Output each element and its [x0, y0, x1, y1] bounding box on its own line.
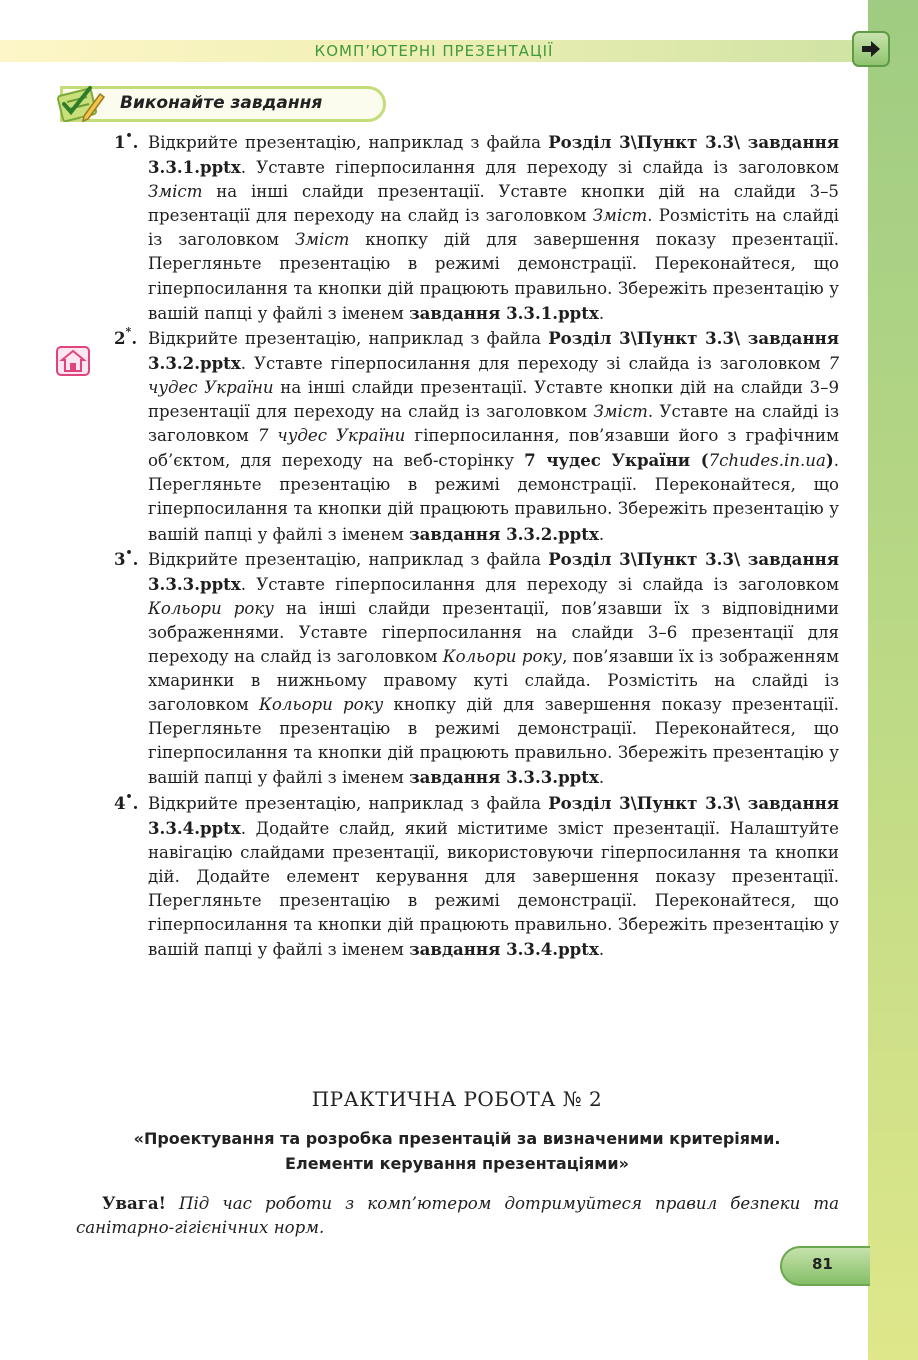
practical-subtitle-line: «Проектування та розробка презентацій за визначеними критеріями.	[133, 1129, 781, 1148]
task-text-segment: 7 чудес України	[257, 426, 406, 446]
task-text-segment: Розділ 3\Пункт 3.3\ завдання 3.3.1.pptx	[148, 132, 839, 178]
task-text-segment: Зміст	[592, 206, 648, 226]
warning-note	[76, 1191, 839, 1240]
task-item	[108, 547, 839, 791]
task-text-segment: Кольори року	[442, 646, 563, 666]
checklist-pencil-icon	[54, 80, 106, 126]
task-text	[148, 329, 839, 544]
task-text-segment: Зміст	[593, 402, 648, 422]
task-text-segment: 7 чудес України (	[524, 450, 709, 471]
task-text-segment: Розділ 3\Пункт 3.3\ завдання 3.3.3.pptx	[148, 548, 839, 594]
task-text-segment: кнопку дій для завершення показу презентації. Перегляньте презентацію в режимі демонстрації. Переконайтеся, що гіперпосилання та кнопки дій працюють правильно. Збережіть презентацію у вашій папці у файлі з іменем	[148, 230, 839, 323]
task-text-segment: на інші слайди презентації. Уставте кнопки дій на слайди 3–9 презентації для переходу на слайд із заголовком	[148, 377, 839, 422]
task-text-segment: .	[598, 940, 605, 960]
warning-label: Увага!	[102, 1193, 166, 1213]
task-list	[108, 130, 839, 962]
task-text-segment: гіперпосилання, пов’язавши його з графічним об’єктом, для переходу на веб-сторінку	[148, 426, 839, 471]
task-text	[148, 550, 839, 788]
task-text-segment: кнопку дій для завершення показу презентації. Перегляньте презентацію в режимі демонстрації. Переконайтеся, що гіперпосилання та кнопки дій працюють правильно. Збережіть презентацію у вашій папці у файлі з іменем	[148, 695, 839, 788]
task-text-segment: завдання 3.3.4.pptx	[409, 939, 599, 960]
task-text-segment: на інші слайди презентації, пов’язавши їх з відповідними зображеннями. Уставте гіперпосилання на слайди 3–6 презентації для переходу на слайд із заголовком	[148, 598, 840, 666]
banner-title: Виконайте завдання	[120, 93, 323, 113]
task-text-segment: . Перегляньте презентацію в режимі демонстрації. Переконайтеся, що гіперпосилання та кнопки дій працюють правильно. Збережіть презентацію у вашій папці у файлі з іменем	[148, 451, 840, 544]
chapter-title: КОМП’ЮТЕРНІ ПРЕЗЕНТАЦІЇ	[314, 42, 554, 60]
practical-title: ПРАКТИЧНА РОБОТА № 2	[311, 1087, 603, 1111]
task-text-segment: Розділ 3\Пункт 3.3\ завдання 3.3.4.pptx	[148, 792, 839, 838]
task-text-segment: 7chudes.in.ua	[708, 451, 826, 471]
page-number: 81	[812, 1255, 833, 1273]
task-item	[108, 130, 839, 326]
task-text	[148, 794, 839, 960]
task-text-segment: )	[825, 450, 834, 471]
task-number: 3•.	[114, 546, 139, 569]
task-text-segment: Кольори року	[259, 695, 384, 715]
task-text-segment: завдання 3.3.1.pptx	[409, 302, 599, 323]
task-text-segment: .	[598, 768, 605, 788]
task-text-segment: Кольори року	[148, 598, 274, 618]
task-text-segment: завдання 3.3.3.pptx	[409, 767, 599, 788]
task-text-segment: , пов’язавши їх із зображенням хмаринки в нижньому правому куті слайда. Розмістіть на слайді із заголовком	[148, 646, 840, 715]
task-text-segment: .	[598, 524, 605, 544]
task-text-segment: на інші слайди презентації. Уставте кнопки дій на слайди 3–5 презентації для переходу на слайд із заголовком	[148, 182, 839, 226]
task-text-segment: Відкрийте презентацію, наприклад з файла	[148, 549, 549, 569]
task-text-segment: .	[598, 303, 605, 323]
task-text-segment: 7 чудес України	[148, 353, 839, 397]
task-text-segment: . Розмістіть на слайді із заголовком	[148, 206, 839, 250]
task-item	[108, 326, 839, 547]
practical-subtitle-line: Елементи керування презентаціями»	[285, 1154, 629, 1173]
side-band	[868, 0, 918, 1360]
task-text-segment: Зміст	[294, 230, 350, 250]
task-item	[108, 791, 839, 963]
task-text-segment: . Уставте гіперпосилання для переходу зі слайда із заголовком	[240, 353, 829, 373]
task-text-segment: . Уставте гіперпосилання для переходу зі слайда із заголовком	[240, 158, 839, 178]
home-icon	[56, 346, 90, 376]
task-text-segment: . Додайте слайд, який міститиме зміст презентації. Налаштуйте навігацію слайдами презентації, використовуючи гіперпосилання та кнопки дій. Додайте елемент керування для завершення показу презентації. Перегляньте презентацію в режимі демонстрації. Переконайтеся, що гіперпосилання та кнопки дій працюють правильно. Збережіть презентацію у вашій папці у файлі з іменем	[148, 818, 839, 960]
task-text-segment: Відкрийте презентацію, наприклад з файла	[148, 133, 549, 152]
task-text-segment: Розділ 3\Пункт 3.3\ завдання 3.3.2.pptx	[148, 327, 839, 373]
task-text-segment: Відкрийте презентацію, наприклад з файла	[148, 793, 549, 813]
task-number: 2*.	[114, 325, 138, 348]
task-number: 1•.	[114, 129, 139, 152]
task-text	[148, 133, 839, 323]
arrow-right-icon[interactable]	[852, 31, 890, 67]
task-text-segment: . Уставте на слайді із заголовком	[148, 402, 839, 446]
task-text-segment: Зміст	[148, 182, 203, 202]
task-text-segment: . Уставте гіперпосилання для переходу зі слайда із заголовком	[240, 574, 839, 594]
task-text-segment: Відкрийте презентацію, наприклад з файла	[148, 328, 549, 348]
task-text-segment: завдання 3.3.2.pptx	[409, 523, 599, 544]
warning-text: Під час роботи з комп’ютером дотримуйтеся правил безпеки та санітарно-гігієнічних норм.	[76, 1194, 839, 1237]
practical-subtitle	[80, 1126, 834, 1176]
task-number: 4•.	[114, 790, 139, 813]
